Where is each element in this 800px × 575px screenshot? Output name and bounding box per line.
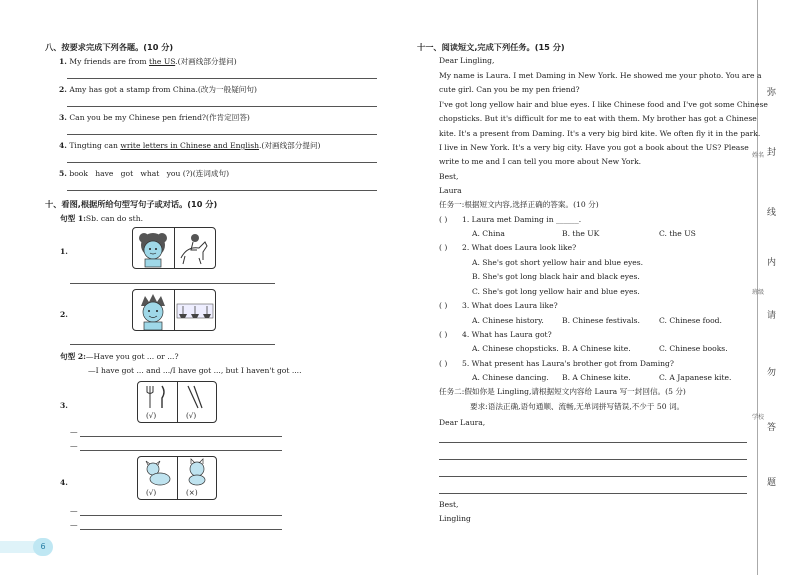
binding-char: 勿	[767, 368, 777, 378]
question-stem: 5. What present has Laura's brother got from Daming?	[462, 359, 674, 368]
task2-requirements: 要求:语法正确,语句通顺、流畅,无单词拼写错误,不少于 50 词。	[470, 402, 685, 411]
writing-line[interactable]	[439, 442, 747, 443]
answer-line[interactable]	[70, 344, 275, 345]
option[interactable]: C. Chinese books.	[659, 344, 728, 353]
question-stem: 4. What has Laura got?	[462, 330, 552, 339]
writing-line[interactable]	[439, 459, 747, 460]
answer-paren[interactable]: ( )	[439, 359, 448, 368]
pattern-label: 句型 2:	[60, 352, 86, 361]
answer-line[interactable]	[67, 162, 377, 163]
binding-label-class: 班级	[752, 289, 765, 296]
option[interactable]: C. She's got long yellow hair and blue eyes.	[472, 287, 640, 296]
option[interactable]: C. Chinese food.	[659, 316, 722, 325]
answer-line[interactable]	[80, 529, 282, 530]
binding-char: 线	[767, 208, 777, 218]
pattern-text: Sb. can do sth.	[85, 214, 143, 223]
item-instruction: .(对画线部分提问)	[175, 57, 237, 66]
question-stem: 3. What does Laura like?	[462, 301, 558, 310]
dash: —	[70, 441, 78, 450]
letter-line: write to me and I can tell you more about New York.	[439, 157, 642, 166]
girl-face-icon	[133, 228, 173, 268]
item-instruction: .(对画线部分提问)	[259, 141, 321, 150]
option[interactable]: B. A Chinese kite.	[562, 344, 631, 353]
writing-line[interactable]	[439, 493, 747, 494]
pattern-label: 句型 1:	[60, 214, 86, 223]
item-number: 4.	[59, 141, 67, 150]
dash: —	[70, 520, 78, 529]
binding-label-name: 姓名	[752, 152, 765, 159]
item-number: 3.	[59, 113, 67, 122]
s8-item-2	[59, 85, 257, 95]
option[interactable]: A. China	[472, 229, 505, 238]
option[interactable]: A. Chinese history.	[472, 316, 544, 325]
answer-paren[interactable]: ( )	[439, 243, 448, 252]
pattern-text: —Have you got ... or ...?	[85, 352, 179, 361]
question-stem: 2. What does Laura look like?	[462, 243, 577, 252]
s8-item-1	[59, 57, 237, 67]
pattern2-line1	[60, 352, 179, 362]
item-text: book have got what you (?)(连词成句)	[69, 169, 230, 178]
check-mark: (√)	[186, 411, 197, 420]
binding-char: 答	[767, 423, 777, 433]
section11-title: 十一、阅读短文,完成下列任务。(15 分)	[417, 42, 565, 52]
letter-line: Best,	[439, 172, 459, 181]
pattern1	[60, 214, 143, 224]
question-number: 4.	[60, 478, 68, 487]
question-number: 3.	[60, 401, 68, 410]
answer-paren[interactable]: ( )	[439, 301, 448, 310]
answer-line[interactable]	[67, 190, 377, 191]
letter-line: Dear Lingling,	[439, 56, 495, 65]
cross-mark: (×)	[186, 488, 198, 497]
picture-2	[132, 289, 216, 331]
reply-close: Best,	[439, 500, 459, 509]
section10-title: 十、看图,根据所给句型写句子或对话。(10 分)	[45, 199, 218, 209]
picture-4	[137, 456, 217, 500]
item-text: My friends are from	[69, 57, 149, 66]
letter-line: cute girl. Can you be my pen friend?	[439, 85, 580, 94]
option[interactable]: A. She's got short yellow hair and blue eyes.	[472, 258, 644, 267]
boy-face-icon	[133, 290, 173, 330]
answer-line[interactable]	[67, 106, 377, 107]
binding-char: 封	[767, 148, 777, 158]
item-number: 2.	[59, 85, 67, 94]
cat-icon	[178, 457, 216, 487]
binding-char: 内	[767, 258, 777, 268]
picture-1	[132, 227, 216, 269]
answer-line[interactable]	[67, 134, 377, 135]
option[interactable]: A. Chinese chopsticks.	[472, 344, 559, 353]
option[interactable]: A. Chinese dancing.	[472, 373, 549, 382]
option[interactable]: C. A Japanese kite.	[659, 373, 732, 382]
answer-paren[interactable]: ( )	[439, 330, 448, 339]
page-number: 6	[33, 538, 53, 556]
item-text: Can you be my Chinese pen friend?(作肯定回答)	[69, 113, 250, 122]
option[interactable]: B. the UK	[562, 229, 600, 238]
boats-icon	[175, 290, 215, 330]
check-mark: (√)	[146, 411, 157, 420]
answer-line[interactable]	[80, 436, 282, 437]
binding-label-school: 学校	[752, 414, 765, 421]
question-number: 2.	[60, 310, 68, 319]
answer-paren[interactable]: ( )	[439, 215, 448, 224]
item-number: 5.	[59, 169, 67, 178]
reply-signature: Lingling	[439, 514, 471, 523]
answer-line[interactable]	[70, 283, 275, 284]
question-number: 1.	[60, 247, 68, 256]
item-underlined: write letters in Chinese and English	[120, 141, 260, 150]
chopsticks-icon	[178, 382, 216, 412]
horse-riding-icon	[175, 228, 215, 268]
binding-char: 弥	[767, 88, 777, 98]
s8-item-3	[59, 113, 250, 123]
dash: —	[70, 427, 78, 436]
writing-line[interactable]	[439, 476, 747, 477]
letter-line: I live in New York. It's a very big city. Have you got a book about the US? Please	[439, 143, 749, 152]
s8-item-4	[59, 141, 321, 151]
binding-char: 题	[767, 478, 777, 488]
option[interactable]: B. She's got long black hair and black eyes.	[472, 272, 640, 281]
letter-line: Laura	[439, 186, 462, 195]
task2-title: 任务二:假如你是 Lingling,请根据短文内容给 Laura 写一封回信。(5 分)	[439, 387, 686, 396]
section8-title: 八、按要求完成下列各题。(10 分)	[45, 42, 174, 52]
reply-greeting: Dear Laura,	[439, 418, 486, 427]
answer-line[interactable]	[67, 78, 377, 79]
letter-line: chopsticks. But it's difficult for me to eat with them. My brother has got a Chinese	[439, 114, 757, 123]
answer-line[interactable]	[80, 450, 282, 451]
picture-3	[137, 381, 217, 423]
item-text: Tingting can	[69, 141, 121, 150]
option[interactable]: B. Chinese festivals.	[562, 316, 640, 325]
option[interactable]: C. the US	[659, 229, 696, 238]
item-number: 1.	[59, 57, 67, 66]
letter-line: I've got long yellow hair and blue eyes. I like Chinese food and I've got some Chinese	[439, 100, 768, 109]
fork-knife-icon	[138, 382, 176, 412]
option[interactable]: B. A Chinese kite.	[562, 373, 631, 382]
pattern2-line2: —I have got ... and .../I have got ..., but I haven't got ....	[88, 366, 302, 375]
question-stem: 1. Laura met Daming in ______.	[462, 215, 582, 224]
dash: —	[70, 506, 78, 515]
item-underlined: the US	[148, 57, 176, 66]
check-mark: (√)	[146, 488, 157, 497]
binding-char: 请	[767, 311, 777, 321]
task1-title: 任务一:根据短文内容,选择正确的答案。(10 分)	[439, 200, 599, 209]
letter-line: My name is Laura. I met Daming in New York. He showed me your photo. You are a	[439, 71, 762, 80]
answer-line[interactable]	[80, 515, 282, 516]
item-text: Amy has got a stamp from China.(改为一般疑问句)	[69, 85, 257, 94]
s8-item-5	[59, 169, 229, 179]
dog-icon	[138, 457, 176, 487]
letter-line: kite. It's a present from Daming. It's a very big bird kite. We often fly it in the park.	[439, 129, 761, 138]
